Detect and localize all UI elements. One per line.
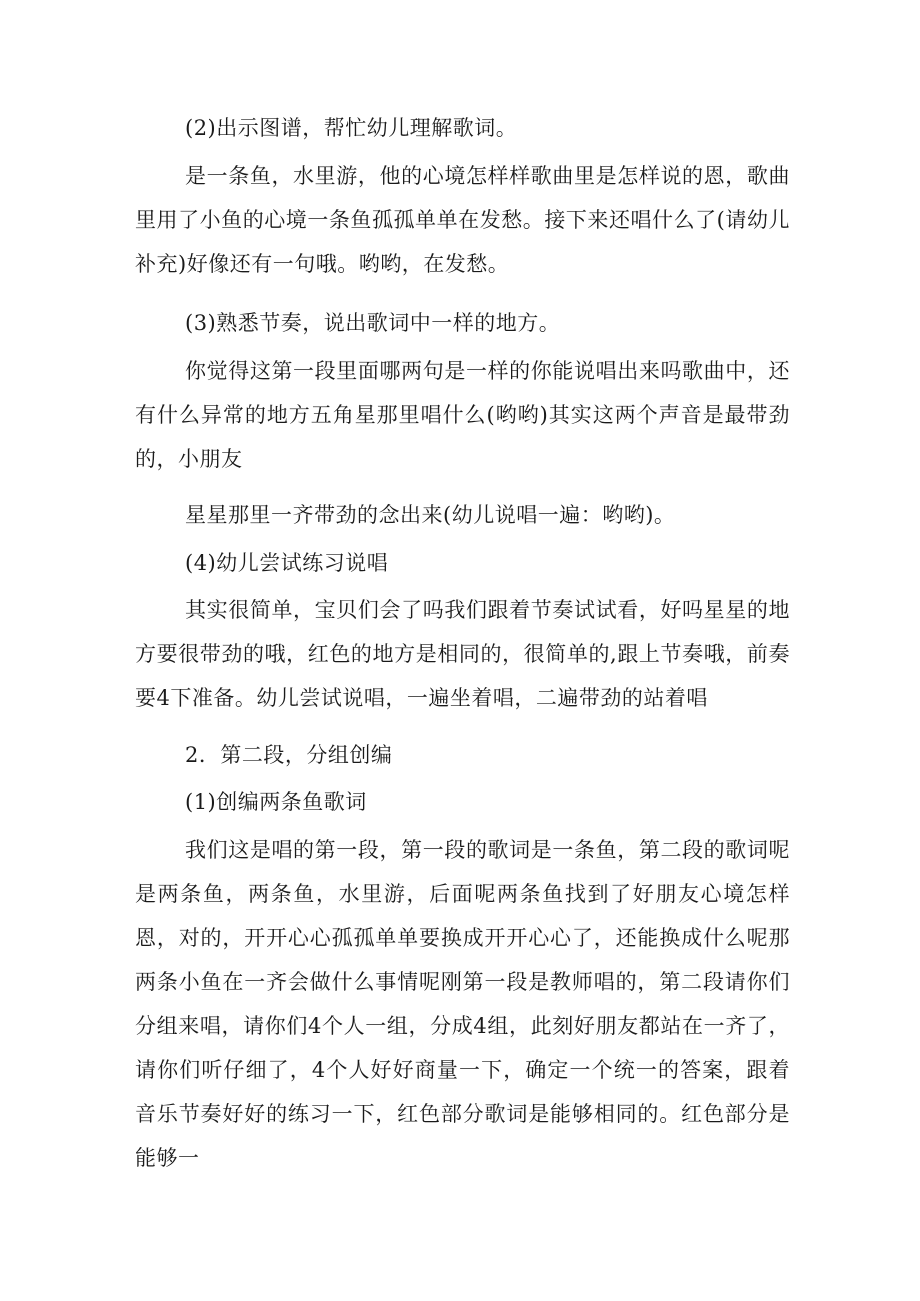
paragraph-step-4-heading: (4)幼儿尝试练习说唱 <box>185 551 389 575</box>
paragraph-star-chant: 星星那里一齐带劲的念出来(幼儿说唱一遍：哟哟)。 <box>185 503 676 527</box>
paragraph-one-fish-lyrics: 是一条鱼，水里游，他的心境怎样样歌曲里是怎样说的恩，歌曲里用了小鱼的心境一条鱼孤孤单单在发愁。接下来还唱什么了(请幼儿补充)好像还有一句哦。哟哟，在发愁。 <box>135 164 790 276</box>
paragraph-step-3-heading: (3)熟悉节奏，说出歌词中一样的地方。 <box>185 311 561 335</box>
paragraph-practice-rap: 其实很简单，宝贝们会了吗我们跟着节奏试试看，好吗星星的地方要很带劲的哦，红色的地方是相同的，很简单的,跟上节奏哦，前奏要4下准备。幼儿尝试说唱，一遍坐着唱，二遍带劲的站着唱 <box>135 598 790 710</box>
paragraph-substep-1-heading: (1)创编两条鱼歌词 <box>185 790 367 814</box>
paragraph-two-fish-lyrics: 我们这是唱的第一段，第一段的歌词是一条鱼，第二段的歌词呢是两条鱼，两条鱼，水里游，后面呢两条鱼找到了好朋友心境怎样恩，对的，开开心心孤孤单单要换成开开心心了，还能换成什么呢那两条小鱼在一齐会做什么事情呢刚第一段是教师唱的，第二段请你们分组来唱，请你们4个人一组，分成4组，此刻好朋友都站在一齐了，请你们听仔细了，4个人好好商量一下，确定一个统一的答案，跟着音乐节奏好好的练习一下，红色部分歌词是能够相同的。红色部分是能够一 <box>135 838 790 1170</box>
paragraph-same-lines: 你觉得这第一段里面哪两句是一样的你能说唱出来吗歌曲中，还有什么异常的地方五角星那里唱什么(哟哟)其实这两个声音是最带劲的，小朋友 <box>135 359 790 471</box>
paragraph-section-2-heading: 2．第二段，分组创编 <box>185 743 393 767</box>
paragraph-step-2-heading: (2)出示图谱，帮忙幼儿理解歌词。 <box>185 116 518 140</box>
